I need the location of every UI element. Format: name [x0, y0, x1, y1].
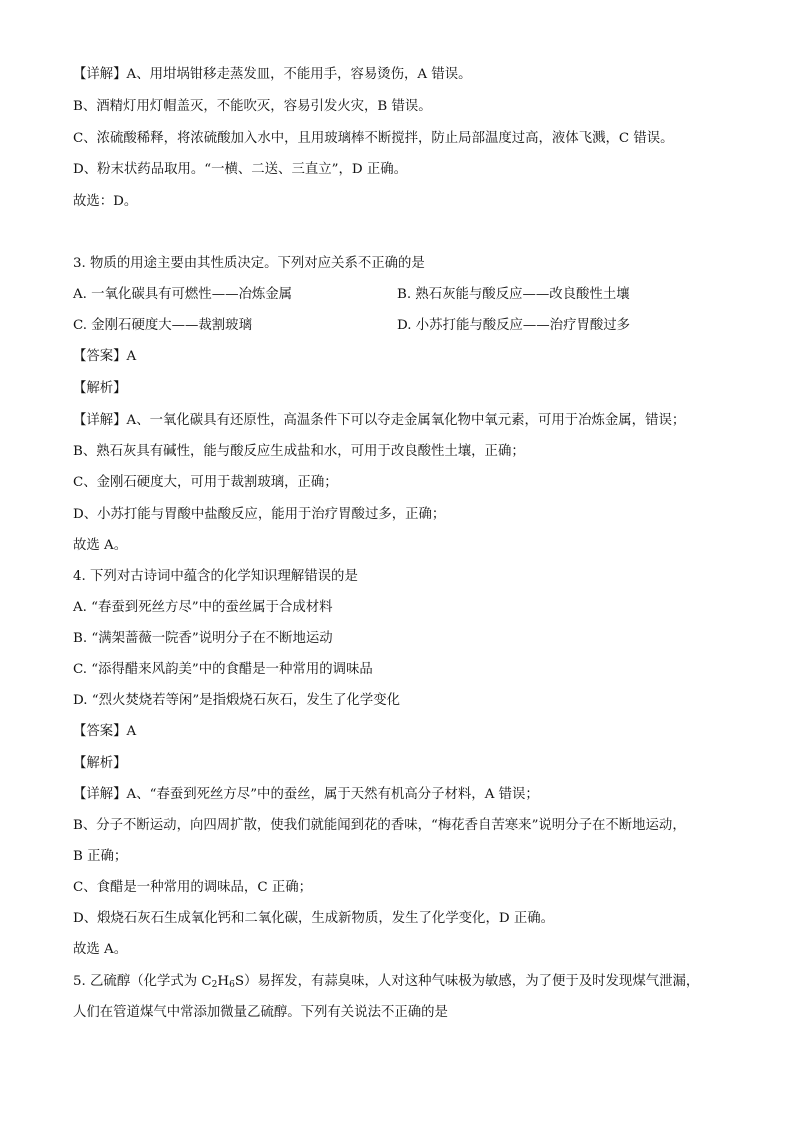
explanation-4-d: D、煅烧石灰石生成氧化钙和二氧化碳，生成新物质，发生了化学变化，D 正确。 — [73, 911, 555, 926]
question-4-option-c: C. “添得醋来风韵美”中的食醋是一种常用的调味品 — [73, 662, 373, 677]
question-3-stem: 3. 物质的用途主要由其性质决定。下列对应关系不正确的是 — [73, 256, 425, 271]
question-3-option-a: A. 一氧化碳具有可燃性——冶炼金属 — [73, 287, 293, 302]
question-4-option-b: B. “满架蔷薇一院香”说明分子在不断地运动 — [73, 631, 333, 646]
subscript-2: 2 — [211, 980, 218, 990]
explanation-3-b: B、熟石灰具有碱性，能与酸反应生成盐和水，可用于改良酸性土壤，正确； — [73, 444, 525, 459]
answer-3: 【答案】A — [73, 349, 137, 364]
explanation-3-d: D、小苏打能与胃酸中盐酸反应，能用于治疗胃酸过多，正确； — [73, 507, 446, 522]
explanation-3-a: 【详解】A、一氧化碳具有还原性，高温条件下可以夺走金属氧化物中氧元素，可用于冶炼金属，错误； — [73, 413, 686, 428]
question-4-option-a: A. “春蚕到死丝方尽”中的蚕丝属于合成材料 — [73, 600, 333, 615]
question-5-stem-cont: 人们在管道煤气中常添加微量乙硫醇。下列有关说法不正确的是 — [73, 1005, 448, 1020]
subscript-6: 6 — [229, 980, 235, 990]
question-5-text-post: S）易挥发，有蒜臭味，人对这种气味极为敏感，为了便于及时发现煤气泄漏， — [234, 974, 700, 989]
conclusion-4: 故选 A。 — [73, 942, 128, 957]
explanation-line-d: D、粉末状药品取用。“一横、二送、三直立”，D 正确。 — [73, 162, 408, 177]
question-5-text-pre: 5. 乙硫醇（化学式为 C — [73, 974, 212, 989]
question-3-option-c: C. 金刚石硬度大——裁割玻璃 — [73, 318, 252, 333]
question-4-stem: 4. 下列对古诗词中蕴含的化学知识理解错误的是 — [73, 569, 358, 584]
explanation-4-a: 【详解】A、“春蚕到死丝方尽”中的蚕丝，属于天然有机高分子材料，A 错误； — [73, 787, 539, 802]
conclusion-line: 故选：D。 — [73, 194, 138, 209]
analysis-4-heading: 【解析】 — [73, 756, 127, 771]
question-3-option-b: B. 熟石灰能与酸反应——改良酸性土壤 — [397, 287, 630, 302]
explanation-line-c: C、浓硫酸稀释，将浓硫酸加入水中，且用玻璃棒不断搅拌，防止局部温度过高，液体飞溅，C 错误。 — [73, 131, 674, 146]
conclusion-3: 故选 A。 — [73, 538, 128, 553]
explanation-3-c: C、金刚石硬度大，可用于裁割玻璃，正确； — [73, 475, 338, 490]
question-3-option-d: D. 小苏打能与酸反应——治疗胃酸过多 — [397, 318, 631, 333]
explanation-line-b: B、酒精灯用灯帽盖灭，不能吹灭，容易引发火灾，B 错误。 — [73, 99, 432, 114]
question-4-option-d: D. “烈火焚烧若等闲”是指煅烧石灰石，发生了化学变化 — [73, 693, 401, 708]
explanation-line-a: 【详解】A、用坩埚钳移走蒸发皿，不能用手，容易烫伤，A 错误。 — [73, 67, 472, 82]
question-5-stem — [73, 972, 699, 992]
answer-4: 【答案】A — [73, 724, 137, 739]
explanation-4-c: C、食醋是一种常用的调味品，C 正确； — [73, 880, 312, 895]
analysis-3-heading: 【解析】 — [73, 381, 127, 396]
explanation-4-b-cont: B 正确； — [73, 849, 128, 864]
explanation-4-b: B、分子不断运动，向四周扩散，使我们就能闻到花的香味，“梅花香自苦寒来”说明分子在不断地运动， — [73, 818, 686, 833]
question-5-text-h: H — [217, 974, 230, 989]
